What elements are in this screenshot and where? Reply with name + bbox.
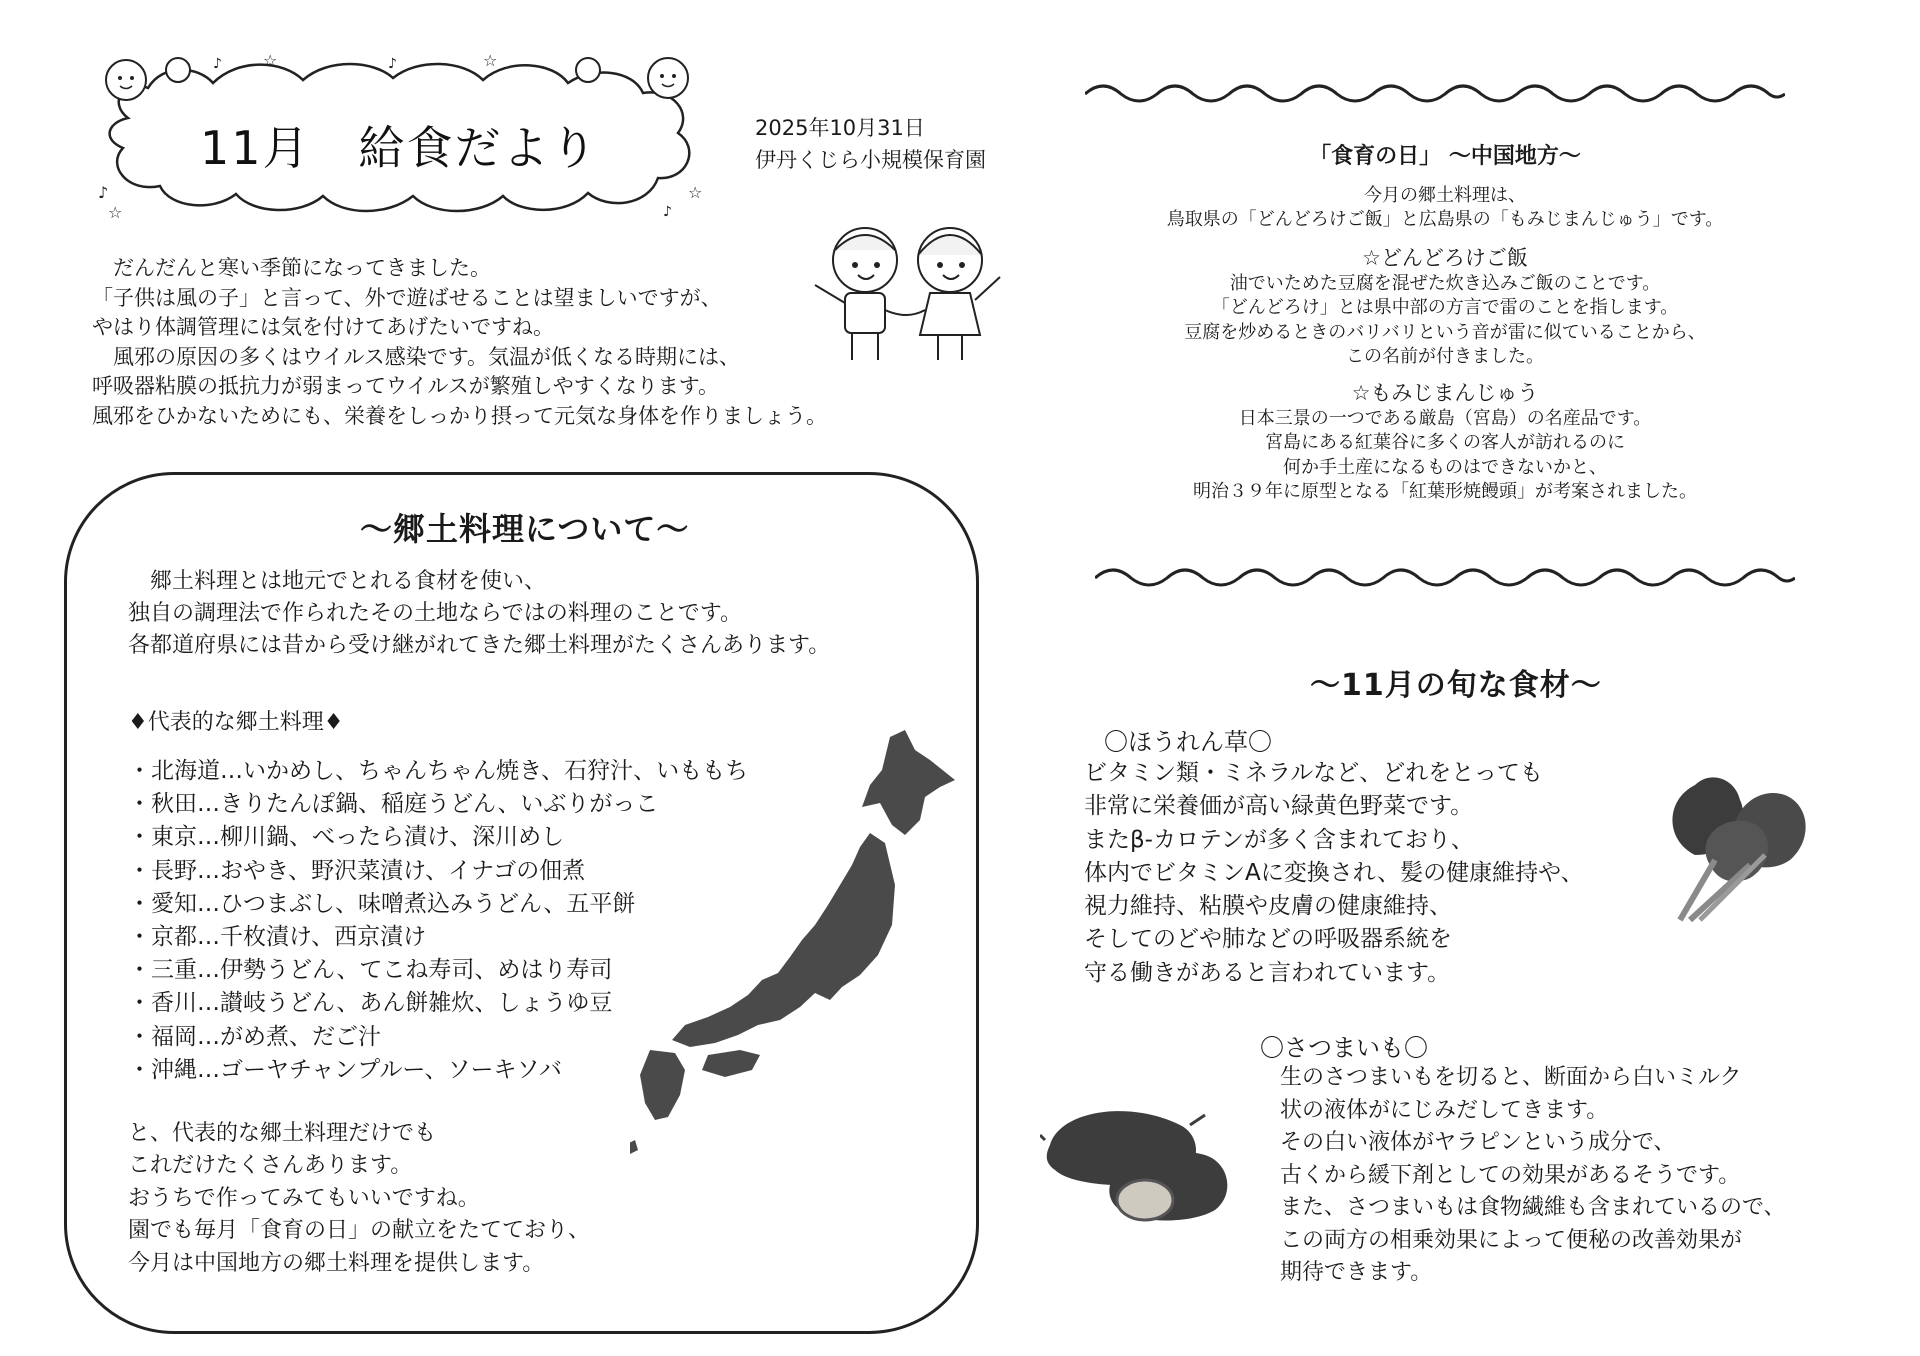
momiji-line: 日本三景の一つである厳島（宮島）の名産品です。: [1238, 407, 1652, 429]
intro-line: だんだんと寒い季節になってきました。: [92, 256, 491, 280]
kyodo-intro-line: 郷土料理とは地元でとれる食材を使い、: [128, 569, 547, 594]
dondoroke-title: ☆どんどろけご飯: [1362, 245, 1528, 270]
dondoroke-line: 豆腐を炒めるときのバリバリという音が雷に似ていることから、: [1184, 321, 1706, 343]
spinach-line: ビタミン類・ミネラルなど、どれをとっても: [1084, 760, 1543, 786]
kyodo-outro-line: これだけたくさんあります。: [128, 1153, 413, 1179]
spinach-line: 視力維持、粘膜や皮膚の健康維持、: [1084, 893, 1452, 920]
dondoroke-line: 「どんどろけ」とは県中部の方言で雷のことを指します。: [1211, 297, 1679, 318]
spinach-title: 〇ほうれん草〇: [1104, 728, 1272, 756]
intro-line: 風邪をひかないためにも、栄養をしっかり摂って元気な身体を作りましょう。: [92, 403, 827, 428]
sweet-potato-line: 古くから緩下剤としての効果があるそうです。: [1280, 1162, 1741, 1188]
shokuiku-intro: [1085, 184, 1805, 233]
svg-text:☆: ☆: [263, 51, 278, 70]
kyodo-intro-line: 各都道府県には昔から受け継がれてきた郷土料理がたくさんあります。: [128, 633, 831, 658]
svg-text:☆: ☆: [108, 203, 123, 218]
sweet-potato-line: 期待できます。: [1280, 1260, 1433, 1285]
spinach-line: 非常に栄養価が高い緑黄色野菜です。: [1084, 793, 1474, 820]
momiji-description: [1085, 407, 1805, 505]
kyodo-outro-line: 園でも毎月「食育の日」の献立をたてており、: [128, 1218, 591, 1244]
shokuiku-intro-line: 今月の郷土料理は、: [1364, 184, 1526, 206]
dish-list: [128, 755, 748, 1087]
sweet-potato-line: 生のさつまいもを切ると、断面から白いミルク: [1280, 1065, 1742, 1090]
spinach-description: [1084, 757, 1584, 990]
shokuiku-intro-line: 鳥取県の「どんどろけご飯」と広島県の「もみじまんじゅう」です。: [1166, 209, 1724, 230]
school-name: 伊丹くじら小規模保育園: [755, 148, 986, 172]
sweet-potato-description: [1280, 1062, 1786, 1290]
issue-date: 2025年10月31日: [755, 116, 925, 140]
sweet-potato-line: また、さつまいもは食物繊維も含まれているので、: [1280, 1195, 1786, 1220]
svg-text:☆: ☆: [688, 183, 703, 202]
list-item: ・秋田…きりたんぽ鍋、稲庭うどん、いぶりがっこ: [128, 791, 659, 818]
intro-line: 風邪の原因の多くはウイルス感染です。気温が低くなる時期には、: [92, 344, 741, 369]
shokuiku-section: [1085, 145, 1805, 505]
list-item: ・長野…おやき、野沢菜漬け、イナゴの佃煮: [128, 857, 586, 884]
dondoroke-description: [1085, 272, 1805, 370]
list-item: ・東京…柳川鍋、べったら漬け、深川めし: [128, 824, 565, 851]
list-item: ・京都…千枚漬け、西京漬け: [128, 924, 427, 951]
momiji-line: 宮島にある紅葉谷に多くの客人が訪れるのに: [1265, 432, 1625, 453]
spinach-icon: [1655, 760, 1815, 925]
list-item: ・三重…伊勢うどん、てこね寿司、めはり寿司: [128, 957, 613, 984]
sweet-potato-title: 〇さつまいも〇: [1260, 1034, 1428, 1062]
intro-line: 「子供は風の子」と言って、外で遊ばせることは望ましいですが、: [92, 285, 722, 310]
seasonal-food-heading: ～11月の旬な食材～: [1310, 668, 1602, 703]
list-item: ・沖縄…ゴーヤチャンプルー、ソーキソバ: [128, 1056, 563, 1083]
spinach-line: またβ-カロテンが多く含まれており、: [1084, 826, 1474, 853]
svg-text:♪: ♪: [98, 183, 109, 202]
kyodo-outro-line: と、代表的な郷土料理だけでも: [128, 1121, 437, 1146]
kyodo-outro: [128, 1118, 590, 1280]
list-item: ・愛知…ひつまぶし、味噌煮込みうどん、五平餅: [128, 890, 636, 917]
intro-line: 呼吸器粘膜の抵抗力が弱まってウイルスが繁殖しやすくなります。: [92, 374, 720, 399]
dish-list-heading: ♦代表的な郷土料理♦: [128, 710, 344, 735]
kyodo-outro-line: おうちで作ってみてもいいですね。: [128, 1185, 480, 1211]
kyodo-intro: [128, 566, 830, 662]
kyodo-outro-line: 今月は中国地方の郷土料理を提供します。: [128, 1250, 545, 1276]
sweet-potato-line: この両方の相乗効果によって便秘の改善効果が: [1280, 1227, 1743, 1253]
momiji-title: ☆もみじまんじゅう: [1351, 380, 1539, 405]
dondoroke-line: 油でいためた豆腐を混ぜた炊き込みご飯のことです。: [1229, 272, 1661, 294]
header-info: [755, 112, 986, 176]
page-title: 11月 給食だより: [200, 121, 599, 175]
spinach-line: そしてのどや肺などの呼吸器系統を: [1084, 926, 1452, 953]
shokuiku-title: 「食育の日」 ～中国地方～: [1309, 144, 1581, 169]
spinach-line: 体内でビタミンAに変換され、髪の健康維持や、: [1084, 859, 1584, 886]
kyodo-intro-line: 独自の調理法で作られたその土地ならではの料理のことです。: [128, 601, 743, 626]
list-item: ・香川…讃岐うどん、あん餅雑炊、しょうゆ豆: [128, 990, 613, 1017]
svg-text:♪: ♪: [388, 56, 397, 72]
sweet-potato-line: 状の液体がにじみだしてきます。: [1280, 1097, 1609, 1123]
momiji-line: 明治３９年に原型となる「紅葉形焼饅頭」が考案されました。: [1193, 481, 1697, 502]
spinach-line: 守る働きがあると言われています。: [1084, 959, 1451, 986]
intro-text: [92, 254, 827, 432]
sweet-potato-icon: [1040, 1085, 1240, 1225]
kyodo-heading: ～郷土料理について～: [360, 510, 690, 548]
svg-text:♪: ♪: [663, 204, 672, 218]
list-item: ・福岡…がめ煮、だご汁: [128, 1023, 381, 1050]
momiji-line: 何か手土産になるものはできないかと、: [1283, 456, 1607, 478]
svg-text:♪: ♪: [213, 56, 222, 72]
leaf-garland-icon: [1095, 558, 1795, 592]
svg-text:☆: ☆: [483, 51, 498, 70]
sweet-potato-line: その白い液体がヤラピンという成分で、: [1280, 1130, 1676, 1155]
leaf-garland-icon: [1085, 74, 1785, 108]
intro-line: やはり体調管理には気を付けてあげたいですね。: [92, 315, 554, 340]
dondoroke-line: この名前が付きました。: [1346, 346, 1544, 367]
list-item: ・北海道…いかめし、ちゃんちゃん焼き、石狩汁、いももち: [128, 758, 749, 784]
